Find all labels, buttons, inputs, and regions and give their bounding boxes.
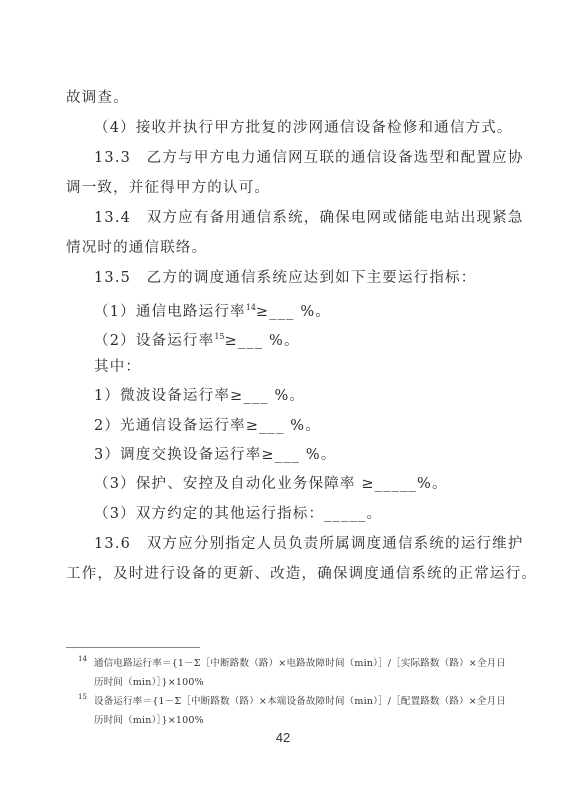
indicator-line: （3）保护、安控及自动化业务保障率 ≥_____%。 — [94, 476, 448, 492]
body-line: 情况时的通信联络。 — [66, 240, 208, 256]
footnote-text: 历时间（min）］}×100% — [94, 715, 204, 726]
body-line: 故调查。 — [66, 90, 129, 106]
clause-13-3: 13.3 乙方与甲方电力通信网互联的通信设备选型和配置应协 — [94, 150, 524, 166]
indicator-label: （2）设备运行率 — [94, 333, 215, 349]
indicator-line — [94, 298, 566, 322]
body-line: 调一致，并征得甲方的认可。 — [66, 180, 271, 196]
footnote-ref-15: 15 — [214, 332, 225, 341]
indicator-value: ≥___ %。 — [255, 304, 332, 320]
body-line: 工作，及时进行设备的更新、改造，确保调度通信系统的正常运行。 — [66, 566, 537, 582]
clause-13-5: 13.5 乙方的调度通信系统应达到如下主要运行指标： — [94, 270, 477, 286]
indicator-line — [94, 327, 566, 351]
footnote-text: 设备运行率＝{1－Σ［中断路数（路）×本端设备故障时间（min）］/［配置路数（路）×全月日 — [94, 696, 507, 707]
footnote-number: 14 — [78, 655, 87, 663]
footnote-text: 历时间（min）］}×100% — [94, 677, 204, 688]
indicator-label: （1）通信电路运行率 — [94, 304, 246, 320]
footnote-text: 通信电路运行率＝{1－Σ［中断路数（路）×电路故障时间（min）］/［实际路数（路）×全月日 — [94, 658, 507, 669]
indicator-line: 3）调度交换设备运行率≥___ %。 — [94, 447, 337, 463]
indicator-line: 2）光通信设备运行率≥___ %。 — [94, 418, 321, 434]
footnote-number: 15 — [78, 693, 87, 701]
footnote-separator — [66, 647, 200, 648]
footnote-ref-14: 14 — [245, 303, 256, 312]
clause-13-6: 13.6 双方应分别指定人员负责所属调度通信系统的运行维护 — [94, 536, 524, 552]
indicator-value: ≥___ %。 — [224, 333, 300, 349]
indicator-line: （3）双方约定的其他运行指标：_____。 — [94, 506, 383, 522]
body-line: （4）接收并执行甲方批复的涉网通信设备检修和通信方式。 — [94, 120, 513, 136]
body-line: 其中： — [94, 359, 142, 375]
clause-13-4: 13.4 双方应有备用通信系统，确保电网或储能电站出现紧急 — [94, 210, 524, 226]
page-number: 42 — [275, 730, 291, 745]
indicator-line: 1）微波设备运行率≥___ %。 — [94, 388, 306, 404]
